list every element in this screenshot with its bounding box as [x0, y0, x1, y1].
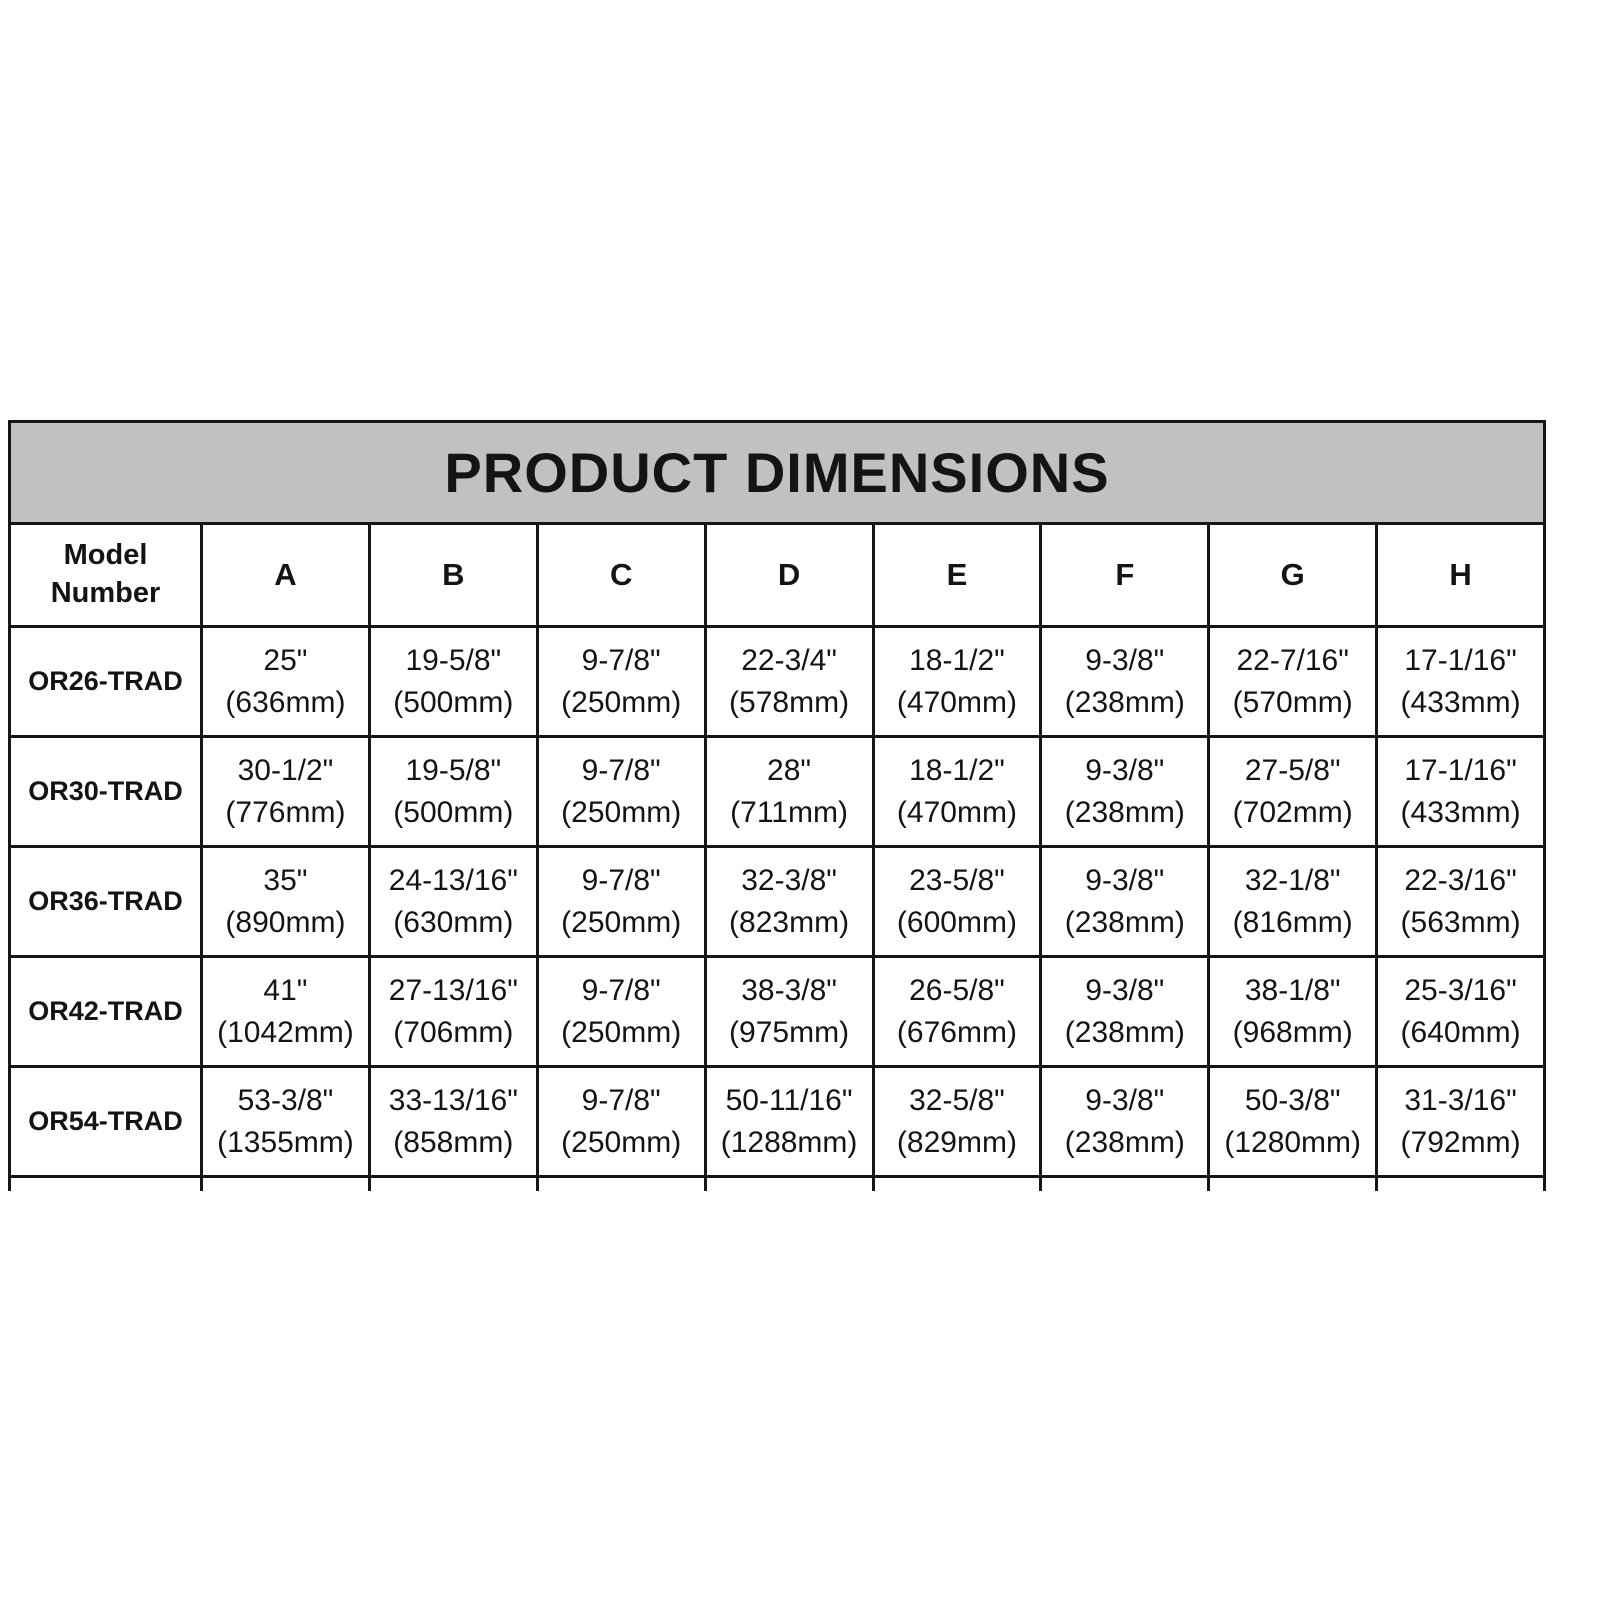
dimension-inches: 41" [263, 974, 308, 1008]
model-number: OR30-TRAD [10, 737, 202, 847]
table-row [10, 627, 1545, 737]
dimension-mm: (250mm) [561, 1125, 682, 1159]
dimension-inches: 17-1/16" [1404, 644, 1517, 678]
model-number-header: Model Number [10, 524, 202, 627]
dimension-inches: 18-1/2" [909, 644, 1005, 678]
cropped-cell [1377, 1177, 1545, 1192]
dimension-cell [705, 1067, 873, 1177]
dimension-inches: 30-1/2" [237, 754, 334, 788]
dimension-cell [202, 847, 370, 957]
cropped-cell [705, 1177, 873, 1192]
cropped-next-row [10, 1177, 1545, 1192]
dimension-inches: 50-3/8" [1244, 1084, 1341, 1118]
dimension-cell [537, 1067, 705, 1177]
dimension-inches: 19-5/8" [405, 754, 502, 788]
dimension-inches: 22-7/16" [1236, 644, 1349, 678]
dimension-inches: 23-5/8" [909, 864, 1005, 898]
dimension-mm: (640mm) [1400, 1015, 1521, 1049]
dimension-mm: (829mm) [896, 1125, 1017, 1159]
dimension-cell [1377, 1067, 1545, 1177]
column-header-g: G [1209, 524, 1377, 627]
dimension-mm: (636mm) [225, 685, 346, 719]
dimension-inches: 18-1/2" [909, 754, 1005, 788]
dimension-mm: (706mm) [393, 1015, 514, 1049]
dimension-cell [369, 737, 537, 847]
dimension-inches: 9-3/8" [1085, 864, 1165, 898]
table-row [10, 957, 1545, 1067]
model-number: OR54-TRAD [10, 1067, 202, 1177]
dimension-mm: (975mm) [729, 1015, 850, 1049]
dimension-inches: 26-5/8" [909, 974, 1005, 1008]
dimension-inches: 9-7/8" [581, 644, 661, 678]
dimension-mm: (792mm) [1400, 1125, 1521, 1159]
dimension-mm: (676mm) [896, 1015, 1017, 1049]
dimension-mm: (433mm) [1400, 685, 1521, 719]
dimension-cell [202, 627, 370, 737]
dimension-cell [1041, 957, 1209, 1067]
dimension-mm: (250mm) [561, 685, 682, 719]
dimension-inches: 9-7/8" [581, 754, 661, 788]
cropped-cell [10, 1177, 202, 1192]
dimension-cell [873, 627, 1041, 737]
dimension-cell [537, 847, 705, 957]
dimension-cell [1041, 627, 1209, 737]
dimension-cell [1041, 737, 1209, 847]
dimension-cell [1209, 737, 1377, 847]
dimension-inches: 9-7/8" [581, 974, 661, 1008]
table-row [10, 737, 1545, 847]
dimension-cell [369, 847, 537, 957]
table-row [10, 847, 1545, 957]
cropped-cell [537, 1177, 705, 1192]
dimensions-table [8, 420, 1546, 1191]
cropped-cell [1041, 1177, 1209, 1192]
column-header-e: E [873, 524, 1041, 627]
dimension-cell [873, 957, 1041, 1067]
dimension-inches: 27-5/8" [1244, 754, 1341, 788]
column-header-f: F [1041, 524, 1209, 627]
dimension-cell [537, 957, 705, 1067]
dimension-cell [705, 847, 873, 957]
dimension-inches: 38-1/8" [1244, 974, 1341, 1008]
dimension-mm: (500mm) [393, 685, 514, 719]
dimension-inches: 9-7/8" [581, 864, 661, 898]
dimension-inches: 33-13/16" [388, 1084, 518, 1118]
dimension-inches: 9-3/8" [1085, 974, 1165, 1008]
dimension-mm: (250mm) [561, 795, 682, 829]
dimension-inches: 31-3/16" [1404, 1084, 1517, 1118]
dimension-cell [873, 847, 1041, 957]
model-number: OR36-TRAD [10, 847, 202, 957]
dimension-inches: 38-3/8" [741, 974, 837, 1008]
dimension-cell [1209, 847, 1377, 957]
dimension-mm: (823mm) [729, 905, 850, 939]
dimension-mm: (1288mm) [720, 1125, 858, 1159]
dimension-mm: (570mm) [1232, 685, 1353, 719]
dimension-cell [705, 957, 873, 1067]
dimension-mm: (702mm) [1232, 795, 1353, 829]
cropped-cell [1209, 1177, 1377, 1192]
cropped-cell [202, 1177, 370, 1192]
dimension-inches: 9-3/8" [1085, 1084, 1165, 1118]
dimension-inches: 50-11/16" [725, 1084, 853, 1118]
dimension-inches: 9-3/8" [1085, 644, 1165, 678]
table-body [10, 627, 1545, 1177]
table-row [10, 1067, 1545, 1177]
dimension-inches: 53-3/8" [237, 1084, 334, 1118]
dimension-mm: (433mm) [1400, 795, 1521, 829]
dimension-cell [1041, 847, 1209, 957]
column-header-c: C [537, 524, 705, 627]
dimension-mm: (578mm) [729, 685, 850, 719]
dimension-cell [1377, 847, 1545, 957]
cropped-row-stub [10, 1177, 1545, 1192]
dimension-mm: (238mm) [1064, 1015, 1185, 1049]
dimension-cell [1377, 957, 1545, 1067]
model-number: OR42-TRAD [10, 957, 202, 1067]
dimension-mm: (1355mm) [217, 1125, 354, 1159]
dimension-mm: (470mm) [896, 685, 1017, 719]
cropped-cell [873, 1177, 1041, 1192]
dimension-cell [202, 957, 370, 1067]
dimension-cell [1377, 737, 1545, 847]
column-header-h: H [1377, 524, 1545, 627]
dimension-inches: 27-13/16" [388, 974, 518, 1008]
dimension-inches: 35" [263, 864, 308, 898]
dimension-cell [1209, 957, 1377, 1067]
dimension-cell [369, 957, 537, 1067]
dimension-inches: 32-3/8" [741, 864, 837, 898]
model-number: OR26-TRAD [10, 627, 202, 737]
dimension-mm: (238mm) [1064, 795, 1185, 829]
dimension-mm: (600mm) [896, 905, 1017, 939]
dimension-mm: (250mm) [561, 905, 682, 939]
dimension-inches: 19-5/8" [405, 644, 502, 678]
dimension-cell [705, 737, 873, 847]
cropped-cell [369, 1177, 537, 1192]
dimension-mm: (1042mm) [217, 1015, 354, 1049]
dimension-cell [1209, 1067, 1377, 1177]
dimension-cell [202, 737, 370, 847]
dimension-mm: (250mm) [561, 1015, 682, 1049]
dimension-inches: 22-3/16" [1404, 864, 1517, 898]
title-row [10, 422, 1545, 524]
dimension-mm: (776mm) [225, 795, 346, 829]
dimension-mm: (238mm) [1064, 905, 1185, 939]
dimension-cell [537, 627, 705, 737]
column-header-a: A [202, 524, 370, 627]
dimension-cell [537, 737, 705, 847]
dimension-cell [1041, 1067, 1209, 1177]
dimension-mm: (470mm) [896, 795, 1017, 829]
dimension-cell [873, 737, 1041, 847]
dimension-cell [705, 627, 873, 737]
dimension-inches: 17-1/16" [1404, 754, 1517, 788]
dimension-mm: (630mm) [393, 905, 514, 939]
dimension-inches: 32-5/8" [909, 1084, 1005, 1118]
dimension-cell [369, 1067, 537, 1177]
column-header-row [10, 524, 1545, 627]
dimension-mm: (968mm) [1232, 1015, 1353, 1049]
dimension-mm: (858mm) [393, 1125, 514, 1159]
dimension-inches: 28" [767, 754, 812, 788]
dimension-mm: (238mm) [1064, 685, 1185, 719]
product-dimensions-table [8, 420, 1546, 1191]
dimension-inches: 25-3/16" [1404, 974, 1517, 1008]
dimension-cell [1209, 627, 1377, 737]
column-header-b: B [369, 524, 537, 627]
dimension-cell [369, 627, 537, 737]
dimension-mm: (238mm) [1064, 1125, 1185, 1159]
dimension-mm: (890mm) [225, 905, 346, 939]
dimension-cell [1377, 627, 1545, 737]
dimension-inches: 24-13/16" [388, 864, 518, 898]
dimension-inches: 25" [263, 644, 308, 678]
dimension-mm: (816mm) [1232, 905, 1353, 939]
table-title: PRODUCT DIMENSIONS [10, 422, 1545, 524]
dimension-mm: (563mm) [1400, 905, 1521, 939]
dimension-mm: (500mm) [393, 795, 514, 829]
dimension-inches: 9-3/8" [1085, 754, 1165, 788]
dimension-cell [873, 1067, 1041, 1177]
dimension-inches: 9-7/8" [581, 1084, 661, 1118]
dimension-inches: 22-3/4" [741, 644, 837, 678]
dimension-mm: (711mm) [730, 795, 848, 829]
dimension-inches: 32-1/8" [1244, 864, 1341, 898]
dimension-cell [202, 1067, 370, 1177]
dimension-mm: (1280mm) [1224, 1125, 1362, 1159]
column-header-d: D [705, 524, 873, 627]
